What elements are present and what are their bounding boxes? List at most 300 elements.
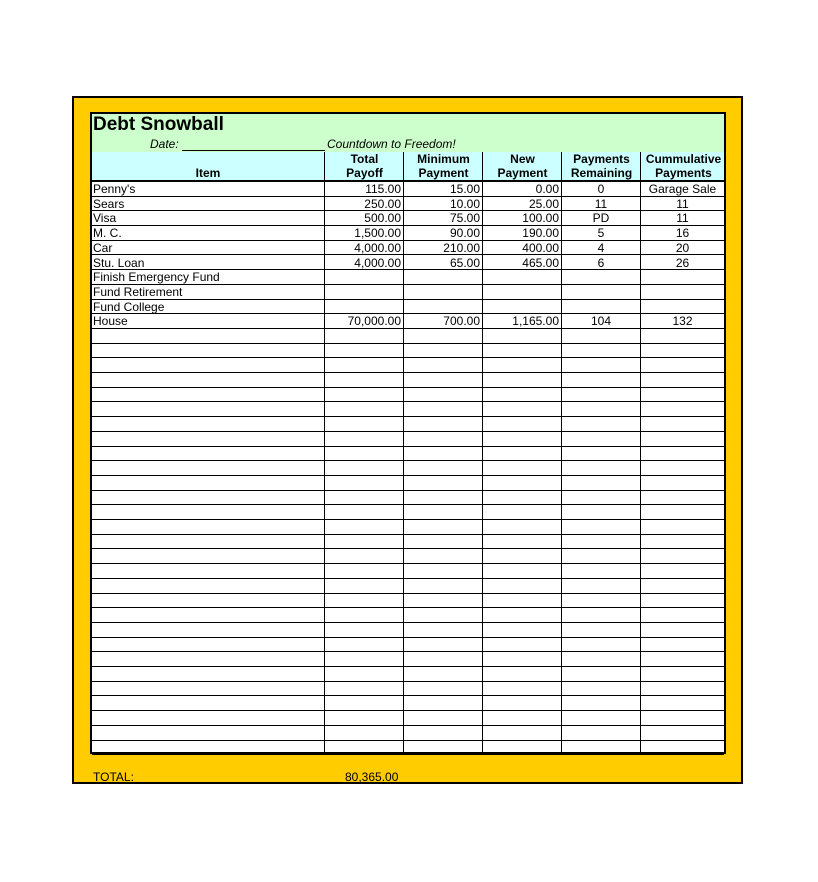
table-row <box>92 667 724 682</box>
cell-new-payment[interactable] <box>483 564 561 578</box>
cell-item[interactable] <box>93 373 323 387</box>
cell-cumulative-payments[interactable]: 20 <box>675 240 690 255</box>
table-row <box>92 608 724 623</box>
cell-minimum-payment[interactable]: 10.00 <box>449 196 480 211</box>
cell-payments-remaining[interactable] <box>562 726 640 740</box>
cell-total-payoff[interactable] <box>325 711 403 725</box>
cell-cumulative-payments[interactable] <box>641 520 724 534</box>
cell-item[interactable] <box>93 344 323 358</box>
header-minimum-payment <box>404 152 483 180</box>
cell-payments-remaining[interactable] <box>562 505 640 519</box>
cell-total-payoff[interactable] <box>325 623 403 637</box>
table-row <box>92 505 724 520</box>
cell-new-payment[interactable] <box>483 432 561 446</box>
cell-cumulative-payments[interactable]: 132 <box>672 314 693 329</box>
table-row <box>92 520 724 535</box>
header-new-payment-line2: Payment <box>497 166 548 180</box>
cell-item[interactable] <box>93 667 323 681</box>
cell-cumulative-payments[interactable] <box>641 358 724 372</box>
table-row <box>92 256 724 271</box>
cell-new-payment[interactable]: 190.00 <box>522 226 559 241</box>
cell-minimum-payment[interactable] <box>404 594 482 608</box>
cell-item[interactable] <box>93 447 323 461</box>
cell-payments-remaining[interactable] <box>562 447 640 461</box>
total-label: TOTAL: <box>93 770 134 784</box>
cell-cumulative-payments[interactable] <box>641 550 724 564</box>
cell-minimum-payment[interactable] <box>404 505 482 519</box>
cell-minimum-payment[interactable] <box>404 373 482 387</box>
cell-item[interactable] <box>93 388 323 402</box>
cell-new-payment[interactable]: 1,165.00 <box>512 314 559 329</box>
cell-minimum-payment[interactable] <box>404 579 482 593</box>
cell-item[interactable]: Fund College <box>93 299 165 314</box>
cell-item[interactable]: M. C. <box>93 226 122 241</box>
cell-payments-remaining[interactable]: 4 <box>597 240 605 255</box>
cell-minimum-payment[interactable] <box>404 476 482 490</box>
cell-payments-remaining[interactable] <box>562 417 640 431</box>
cell-new-payment[interactable]: 465.00 <box>522 255 559 270</box>
cell-cumulative-payments[interactable] <box>641 594 724 608</box>
cell-new-payment[interactable] <box>483 535 561 549</box>
table-row <box>92 314 724 329</box>
cell-new-payment[interactable] <box>483 461 561 475</box>
table-row <box>92 726 724 741</box>
cell-total-payoff[interactable]: 250.00 <box>364 196 401 211</box>
cell-payments-remaining[interactable] <box>562 329 640 343</box>
cell-payments-remaining[interactable]: 11 <box>594 196 608 211</box>
cell-new-payment[interactable]: 0.00 <box>535 182 559 196</box>
column-divider <box>640 152 641 752</box>
cell-cumulative-payments[interactable]: 16 <box>675 226 690 241</box>
cell-item[interactable] <box>93 741 323 755</box>
cell-item[interactable]: Car <box>93 240 113 255</box>
cell-cumulative-payments[interactable] <box>641 432 724 446</box>
cell-total-payoff[interactable] <box>325 652 403 666</box>
cell-new-payment[interactable] <box>483 329 561 343</box>
cell-minimum-payment[interactable] <box>404 667 482 681</box>
cell-cumulative-payments[interactable] <box>641 403 724 417</box>
header-minimum-payment-line2: Payment <box>418 166 469 180</box>
cell-new-payment[interactable] <box>483 652 561 666</box>
cell-total-payoff[interactable]: 4,000.00 <box>354 240 401 255</box>
table-row <box>92 594 724 609</box>
cell-item[interactable] <box>93 491 323 505</box>
cell-payments-remaining[interactable] <box>562 579 640 593</box>
cell-new-payment[interactable] <box>483 623 561 637</box>
cell-payments-remaining[interactable]: PD <box>592 211 610 226</box>
cell-total-payoff[interactable] <box>325 535 403 549</box>
cell-item[interactable] <box>93 432 323 446</box>
cell-minimum-payment[interactable] <box>404 564 482 578</box>
table-row <box>92 476 724 491</box>
cell-cumulative-payments[interactable] <box>641 417 724 431</box>
cell-total-payoff[interactable]: 70,000.00 <box>347 314 401 329</box>
cell-payments-remaining[interactable] <box>562 388 640 402</box>
cell-item[interactable]: Penny's <box>93 182 136 196</box>
cell-payments-remaining[interactable] <box>562 432 640 446</box>
cell-minimum-payment[interactable] <box>404 432 482 446</box>
cell-payments-remaining[interactable] <box>562 358 640 372</box>
cell-new-payment[interactable] <box>483 300 561 314</box>
header-payments-remaining <box>562 152 641 180</box>
cell-minimum-payment[interactable]: 15.00 <box>449 182 480 196</box>
cell-payments-remaining[interactable] <box>562 491 640 505</box>
cell-payments-remaining[interactable] <box>562 608 640 622</box>
cell-new-payment[interactable] <box>483 476 561 490</box>
cell-cumulative-payments[interactable] <box>641 300 724 314</box>
header-cumulative-payments-line1: Cummulative <box>645 152 722 166</box>
cell-cumulative-payments[interactable] <box>641 329 724 343</box>
cell-total-payoff[interactable] <box>325 550 403 564</box>
cell-cumulative-payments[interactable] <box>641 697 724 711</box>
cell-minimum-payment[interactable] <box>404 388 482 402</box>
cell-payments-remaining[interactable] <box>562 520 640 534</box>
cell-cumulative-payments[interactable] <box>641 491 724 505</box>
table-row <box>92 682 724 697</box>
total-value: 80,365.00 <box>345 770 399 784</box>
cell-total-payoff[interactable]: 4,000.00 <box>354 255 401 270</box>
cell-minimum-payment[interactable] <box>404 711 482 725</box>
cell-new-payment[interactable] <box>483 373 561 387</box>
cell-total-payoff[interactable] <box>325 432 403 446</box>
cell-total-payoff[interactable] <box>325 329 403 343</box>
cell-item[interactable] <box>93 505 323 519</box>
column-divider <box>403 152 404 752</box>
cell-cumulative-payments[interactable]: 11 <box>676 196 689 211</box>
cell-cumulative-payments[interactable] <box>641 535 724 549</box>
cell-minimum-payment[interactable] <box>404 461 482 475</box>
table-row <box>92 579 724 594</box>
cell-cumulative-payments[interactable] <box>641 726 724 740</box>
cell-minimum-payment[interactable] <box>404 638 482 652</box>
cell-total-payoff[interactable] <box>325 388 403 402</box>
header-cumulative-payments-line2: Payments <box>655 166 712 180</box>
cell-total-payoff[interactable] <box>325 520 403 534</box>
cell-minimum-payment[interactable] <box>404 608 482 622</box>
cell-total-payoff[interactable] <box>325 373 403 387</box>
cell-cumulative-payments[interactable] <box>641 285 724 299</box>
cell-item[interactable] <box>93 711 323 725</box>
cell-cumulative-payments[interactable] <box>641 373 724 387</box>
table-row <box>92 535 724 550</box>
cell-minimum-payment[interactable]: 75.00 <box>449 211 480 226</box>
cell-cumulative-payments[interactable] <box>641 579 724 593</box>
cell-cumulative-payments[interactable] <box>641 388 724 402</box>
header-minimum-payment-line1: Minimum <box>417 152 470 166</box>
cell-new-payment[interactable] <box>483 667 561 681</box>
cell-new-payment[interactable] <box>483 270 561 284</box>
cell-payments-remaining[interactable]: 5 <box>597 226 605 241</box>
cell-item[interactable]: Finish Emergency Fund <box>93 270 220 285</box>
cell-item[interactable] <box>93 608 323 622</box>
cell-total-payoff[interactable] <box>325 300 403 314</box>
cell-minimum-payment[interactable] <box>404 447 482 461</box>
cell-item[interactable] <box>93 682 323 696</box>
cell-item[interactable] <box>93 417 323 431</box>
cell-cumulative-payments[interactable]: 11 <box>676 211 689 226</box>
cell-new-payment[interactable] <box>483 579 561 593</box>
cell-payments-remaining[interactable] <box>562 667 640 681</box>
header-total-payoff <box>325 152 404 180</box>
table-row <box>92 461 724 476</box>
cell-minimum-payment[interactable] <box>404 344 482 358</box>
cell-total-payoff[interactable] <box>325 579 403 593</box>
cell-total-payoff[interactable] <box>325 564 403 578</box>
cell-total-payoff[interactable] <box>325 697 403 711</box>
cell-new-payment[interactable] <box>483 285 561 299</box>
cell-payments-remaining[interactable] <box>562 535 640 549</box>
header-item-label: Item <box>195 166 221 180</box>
cell-new-payment[interactable] <box>483 520 561 534</box>
cell-item[interactable] <box>93 594 323 608</box>
table-row <box>92 697 724 712</box>
cell-new-payment[interactable] <box>483 711 561 725</box>
cell-cumulative-payments[interactable] <box>641 682 724 696</box>
date-field[interactable] <box>182 150 325 151</box>
cell-total-payoff[interactable] <box>325 608 403 622</box>
cell-payments-remaining[interactable] <box>562 476 640 490</box>
cell-payments-remaining[interactable] <box>562 300 640 314</box>
cell-item[interactable] <box>93 358 323 372</box>
cell-item[interactable] <box>93 535 323 549</box>
cell-payments-remaining[interactable] <box>562 403 640 417</box>
cell-item[interactable]: Sears <box>93 196 125 211</box>
table-row <box>92 447 724 462</box>
cell-cumulative-payments[interactable] <box>641 741 724 755</box>
sheet-subtitle: Countdown to Freedom! <box>327 137 456 151</box>
header-payments-remaining-line2: Remaining <box>570 166 633 180</box>
cell-new-payment[interactable] <box>483 638 561 652</box>
cell-cumulative-payments[interactable] <box>641 344 724 358</box>
cell-minimum-payment[interactable] <box>404 741 482 755</box>
cell-item[interactable]: Visa <box>93 211 117 226</box>
cell-payments-remaining[interactable] <box>562 638 640 652</box>
cell-total-payoff[interactable] <box>325 461 403 475</box>
cell-cumulative-payments[interactable] <box>641 476 724 490</box>
cell-new-payment[interactable] <box>483 741 561 755</box>
cell-minimum-payment[interactable] <box>404 697 482 711</box>
cell-cumulative-payments[interactable] <box>641 564 724 578</box>
cell-item[interactable] <box>93 697 323 711</box>
cell-cumulative-payments[interactable] <box>641 711 724 725</box>
cell-total-payoff[interactable] <box>325 270 403 284</box>
cell-item[interactable] <box>93 564 323 578</box>
column-divider <box>482 152 483 752</box>
cell-total-payoff[interactable] <box>325 491 403 505</box>
cell-cumulative-payments[interactable] <box>641 638 724 652</box>
cell-payments-remaining[interactable] <box>562 682 640 696</box>
cell-cumulative-payments[interactable] <box>641 505 724 519</box>
table-row <box>92 741 724 756</box>
cell-total-payoff[interactable] <box>325 344 403 358</box>
cell-new-payment[interactable] <box>483 344 561 358</box>
table-row <box>92 358 724 373</box>
table-row <box>92 197 724 212</box>
cell-new-payment[interactable] <box>483 697 561 711</box>
cell-minimum-payment[interactable] <box>404 535 482 549</box>
cell-cumulative-payments[interactable] <box>641 461 724 475</box>
table-row <box>92 491 724 506</box>
table-row <box>92 285 724 300</box>
cell-minimum-payment[interactable] <box>404 285 482 299</box>
cell-total-payoff[interactable] <box>325 285 403 299</box>
header-item <box>92 152 324 180</box>
table-row <box>92 638 724 653</box>
cell-payments-remaining[interactable] <box>562 373 640 387</box>
cell-minimum-payment[interactable]: 210.00 <box>443 240 480 255</box>
table-row <box>92 329 724 344</box>
table-row <box>92 182 724 197</box>
cell-minimum-payment[interactable]: 90.00 <box>449 226 480 241</box>
cell-cumulative-payments[interactable]: Garage Sale <box>648 182 717 196</box>
cell-new-payment[interactable] <box>483 505 561 519</box>
cell-minimum-payment[interactable]: 65.00 <box>449 255 480 270</box>
cell-cumulative-payments[interactable]: 26 <box>675 255 690 270</box>
cell-item[interactable] <box>93 550 323 564</box>
cell-new-payment[interactable]: 100.00 <box>522 211 559 226</box>
cell-payments-remaining[interactable] <box>562 652 640 666</box>
table-row <box>92 211 724 226</box>
cell-minimum-payment[interactable] <box>404 300 482 314</box>
cell-cumulative-payments[interactable] <box>641 667 724 681</box>
table-row <box>92 564 724 579</box>
table-row <box>92 373 724 388</box>
cell-total-payoff[interactable] <box>325 447 403 461</box>
cell-new-payment[interactable] <box>483 358 561 372</box>
cell-total-payoff[interactable]: 500.00 <box>364 211 401 226</box>
header-cumulative-payments <box>641 152 726 180</box>
cell-payments-remaining[interactable] <box>562 461 640 475</box>
cell-item[interactable] <box>93 623 323 637</box>
cell-item[interactable] <box>93 638 323 652</box>
cell-payments-remaining[interactable] <box>562 711 640 725</box>
header-new-payment <box>483 152 562 180</box>
cell-payments-remaining[interactable] <box>562 564 640 578</box>
cell-item[interactable] <box>93 726 323 740</box>
cell-minimum-payment[interactable] <box>404 520 482 534</box>
cell-payments-remaining[interactable] <box>562 741 640 755</box>
table-row <box>92 388 724 403</box>
cell-item[interactable] <box>93 476 323 490</box>
cell-item[interactable]: House <box>93 314 128 329</box>
table-row <box>92 652 724 667</box>
cell-payments-remaining[interactable]: 6 <box>597 255 605 270</box>
cell-new-payment[interactable] <box>483 388 561 402</box>
cell-total-payoff[interactable]: 115.00 <box>365 182 401 196</box>
cell-payments-remaining[interactable] <box>562 623 640 637</box>
cell-new-payment[interactable] <box>483 594 561 608</box>
cell-total-payoff[interactable] <box>325 594 403 608</box>
cell-cumulative-payments[interactable] <box>641 623 724 637</box>
cell-total-payoff[interactable] <box>325 682 403 696</box>
table-row <box>92 300 724 315</box>
cell-new-payment[interactable] <box>483 403 561 417</box>
cell-minimum-payment[interactable] <box>404 726 482 740</box>
table-row <box>92 417 724 432</box>
cell-new-payment[interactable]: 25.00 <box>528 196 559 211</box>
table-row <box>92 550 724 565</box>
cell-cumulative-payments[interactable] <box>641 608 724 622</box>
cell-total-payoff[interactable] <box>325 505 403 519</box>
cell-cumulative-payments[interactable] <box>641 652 724 666</box>
header-payments-remaining-line1: Payments <box>573 152 630 166</box>
cell-payments-remaining[interactable] <box>562 270 640 284</box>
header-total-payoff-line2: Payoff <box>346 166 383 180</box>
cell-item[interactable] <box>93 520 323 534</box>
header-total-payoff-line1: Total <box>350 152 379 166</box>
cell-minimum-payment[interactable] <box>404 623 482 637</box>
cell-new-payment[interactable] <box>483 682 561 696</box>
table-row <box>92 226 724 241</box>
column-divider <box>561 152 562 752</box>
cell-total-payoff[interactable] <box>325 403 403 417</box>
cell-item[interactable] <box>93 329 323 343</box>
cell-payments-remaining[interactable] <box>562 344 640 358</box>
cell-payments-remaining[interactable] <box>562 594 640 608</box>
table-row <box>92 623 724 638</box>
cell-new-payment[interactable] <box>483 491 561 505</box>
table-row <box>92 344 724 359</box>
table-row <box>92 241 724 256</box>
cell-minimum-payment[interactable] <box>404 652 482 666</box>
cell-total-payoff[interactable] <box>325 741 403 755</box>
cell-new-payment[interactable] <box>483 550 561 564</box>
cell-item[interactable] <box>93 579 323 593</box>
cell-new-payment[interactable] <box>483 608 561 622</box>
cell-minimum-payment[interactable] <box>404 403 482 417</box>
cell-payments-remaining[interactable]: 104 <box>590 314 612 329</box>
cell-minimum-payment[interactable] <box>404 417 482 431</box>
cell-total-payoff[interactable] <box>325 476 403 490</box>
cell-new-payment[interactable] <box>483 447 561 461</box>
cell-payments-remaining[interactable] <box>562 550 640 564</box>
cell-minimum-payment[interactable] <box>404 358 482 372</box>
debt-snowball-sheet <box>90 112 726 754</box>
cell-minimum-payment[interactable] <box>404 550 482 564</box>
cell-total-payoff[interactable] <box>325 417 403 431</box>
cell-new-payment[interactable]: 400.00 <box>522 240 559 255</box>
cell-minimum-payment[interactable] <box>404 329 482 343</box>
cell-cumulative-payments[interactable] <box>641 447 724 461</box>
date-label: Date: <box>150 137 179 151</box>
cell-new-payment[interactable] <box>483 417 561 431</box>
cell-payments-remaining[interactable]: 0 <box>597 182 605 196</box>
cell-item[interactable]: Fund Retirement <box>93 284 183 299</box>
table-row <box>92 270 724 285</box>
cell-total-payoff[interactable] <box>325 726 403 740</box>
table-row <box>92 432 724 447</box>
cell-new-payment[interactable] <box>483 726 561 740</box>
header-new-payment-line1: New <box>510 152 535 166</box>
cell-cumulative-payments[interactable] <box>641 270 724 284</box>
cell-total-payoff[interactable] <box>325 358 403 372</box>
cell-item[interactable] <box>93 461 323 475</box>
cell-total-payoff[interactable] <box>325 667 403 681</box>
cell-minimum-payment[interactable]: 700.00 <box>443 314 480 329</box>
sheet-title: Debt Snowball <box>93 114 224 135</box>
cell-item[interactable]: Stu. Loan <box>93 255 145 270</box>
cell-total-payoff[interactable]: 1,500.00 <box>354 226 401 241</box>
cell-minimum-payment[interactable] <box>404 682 482 696</box>
table-row <box>92 403 724 418</box>
cell-payments-remaining[interactable] <box>562 697 640 711</box>
cell-payments-remaining[interactable] <box>562 285 640 299</box>
cell-minimum-payment[interactable] <box>404 491 482 505</box>
cell-total-payoff[interactable] <box>325 638 403 652</box>
cell-minimum-payment[interactable] <box>404 270 482 284</box>
cell-item[interactable] <box>93 652 323 666</box>
cell-item[interactable] <box>93 403 323 417</box>
